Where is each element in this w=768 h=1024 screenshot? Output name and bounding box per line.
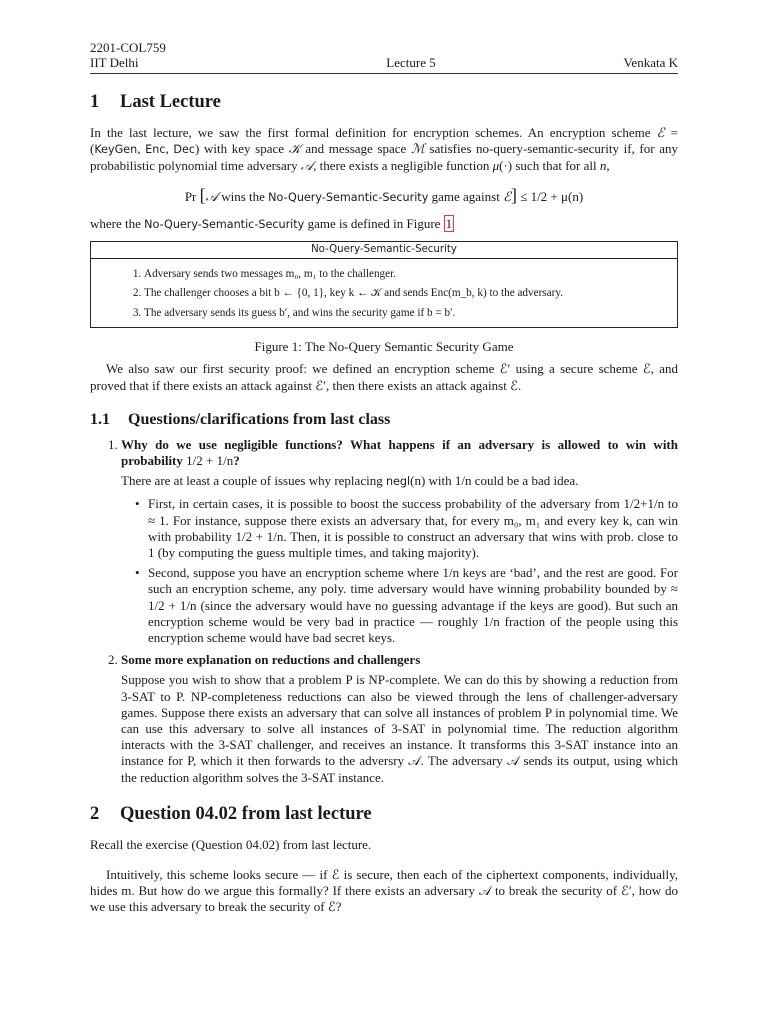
game-step: 3. The adversary sends its guess b′, and wins the security game if b = b′. [144, 304, 677, 324]
figure-1-box [90, 241, 678, 329]
proof-paragraph: We also saw our first security proof: we defined an encryption scheme ℰ′ using a secure scheme ℰ, and proved that if there exists an attack against ℰ′, then there exists an attack against ℰ. [90, 361, 678, 393]
institute: IIT Delhi [90, 55, 139, 70]
author: Venkata K [623, 55, 678, 70]
game-steps [91, 259, 677, 328]
negl-reasons [121, 496, 678, 646]
reduction-paragraph: Suppose you wish to show that a problem P is NP-complete. We can do this by showing a reduction from 3-SAT to P. NP-completeness reductions can also be viewed through the lens of challenger-adversary games. Suppose there exists an adversary that can solve all instances of problem P in polynomial time. We can use this adversary to solve all instances of 3-SAT in polynomial time. The reduction algorithm interacts with the 3-SAT challenger, and receives an instance. It transforms this 3-SAT instance into an instance for P, which it then forwards to the adversry 𝒜. The adversary 𝒜 sends its output, using which the reduction algorithm solves the 3-SAT instance. [121, 672, 678, 785]
section-1-intro: In the last lecture, we saw the first formal definition for encryption schemes. An encryption scheme ℰ = (KeyGen, Enc, Dec) with key space 𝒦 and message space ℳ satisfies no-query-semantic-security if, for any probabilistic polynomial time adversary 𝒜, there exists a negligible function μ(·) such that for all n, [90, 125, 678, 174]
question-2: 2. Some more explanation on reductions and challengers Suppose you wish to show that a problem P is NP-complete. We can do this by showing a reduction from 3-SAT to P. NP-completeness reductions can also be viewed through the lens of challenger-adversary games. Suppose there exists an adversary that can solve all instances of problem P in polynomial time. We can use this adversary to solve all instances of 3-SAT in polynomial time. The reduction algorithm interacts with the 3-SAT challenger, and receives an instance. It transforms this 3-SAT instance into an instance for P, which it then forwards to the adversry 𝒜. The adversary 𝒜 sends its output, using which the reduction algorithm solves the 3-SAT instance. [121, 652, 678, 786]
figure-reference-text: where the No-Query-Semantic-Security game is defined in Figure 1 [90, 215, 453, 231]
section-2-title: Question 04.02 from last lecture [120, 803, 372, 824]
figure-1-link[interactable]: 1 [445, 215, 453, 231]
reason-item: • First, in certain cases, it is possible to boost the success probability of the adversary from 1/2+1/n to ≈ 1. For instance, suppose there exists an adversary that, for every m₀, m₁ and every key k, can win with probability 1/2 + 1/n. Then, it is possible to construct an adversary that wins with prob. close to 1 (by computing the guess multiple times, and taking majority). [148, 496, 678, 561]
game-step: 2. The challenger chooses a bit b ← {0, 1}, key k ← 𝒦 and sends Enc(m_b, k) to the adversary. [144, 284, 677, 304]
figure-1-title: No-Query-Semantic-Security [91, 242, 677, 259]
question-1: 1. Why do we use negligible functions? What happens if an adversary is allowed to win with probability 1/2 + 1/n? There are at least a couple of issues why replacing negl(n) with 1/n could be a bad idea. • First, in certain cases, it is possible to boost the success probability of the adversary from 1/2+1/n to ≈ 1. For instance, suppose there exists an adversary that, for every m₀, m₁ and every key k, can win with probability 1/2 + 1/n. Then, it is possible to construct an adversary that wins with prob. close to 1 (by computing the guess multiple times, and taking majority). • Second, suppose you have an encryption scheme where 1/n keys are ‘bad’, and the rest are good. For such an encryption scheme, any poly. time adversary would have winning probability bounded by ≈ 1/2 + 1/n (since the adversary would have no guessing advantage if the keys are good). But such an encryption scheme would be very bad in practice — roughly 1/n fraction of the people using this encryption scheme would have bad secret keys. [121, 437, 678, 646]
header-rule [90, 73, 678, 74]
section-1-heading [90, 92, 678, 113]
game-step: 1. Adversary sends two messages m₀, m₁ to the challenger. [144, 265, 677, 285]
figure-1-caption: Figure 1: The No-Query Semantic Security Game [254, 339, 514, 355]
section-1-number: 1 [90, 92, 100, 112]
course-code: 2201-COL759 [90, 40, 166, 55]
recall-paragraph: Recall the exercise (Question 04.02) from last lecture. [90, 836, 372, 852]
running-header [90, 40, 678, 74]
reason-item: • Second, suppose you have an encryption scheme where 1/n keys are ‘bad’, and the rest are good. For such an encryption scheme, any poly. time adversary would have winning probability bounded by ≈ 1/2 + 1/n (since the adversary would have no guessing advantage if the keys are good). But such an encryption scheme would be very bad in practice — roughly 1/n fraction of the people using this encryption scheme would have bad secret keys. [148, 565, 678, 646]
section-1-title: Last Lecture [120, 92, 221, 112]
section-2-number: 2 [90, 803, 100, 824]
section-1-1-number: 1.1 [90, 410, 110, 428]
intuition-paragraph: Intuitively, this scheme looks secure — if ℰ is secure, then each of the ciphertext components, individually, hides m. But how do we argue this formally? If there exists an adversary 𝒜 to break the security of ℰ′, how do we use this adversary to break the security of ℰ? [90, 866, 678, 915]
section-1-1-title: Questions/clarifications from last class [128, 410, 391, 428]
security-equation: Pr [𝒜 wins the No-Query-Semantic-Security game against ℰ] ≤ 1/2 + μ(n) [184, 184, 584, 205]
section-1-1-heading [90, 411, 678, 429]
section-2-heading [90, 804, 678, 825]
questions-list [90, 437, 678, 786]
paper-page [90, 40, 678, 916]
lecture-number: Lecture 5 [386, 55, 436, 70]
